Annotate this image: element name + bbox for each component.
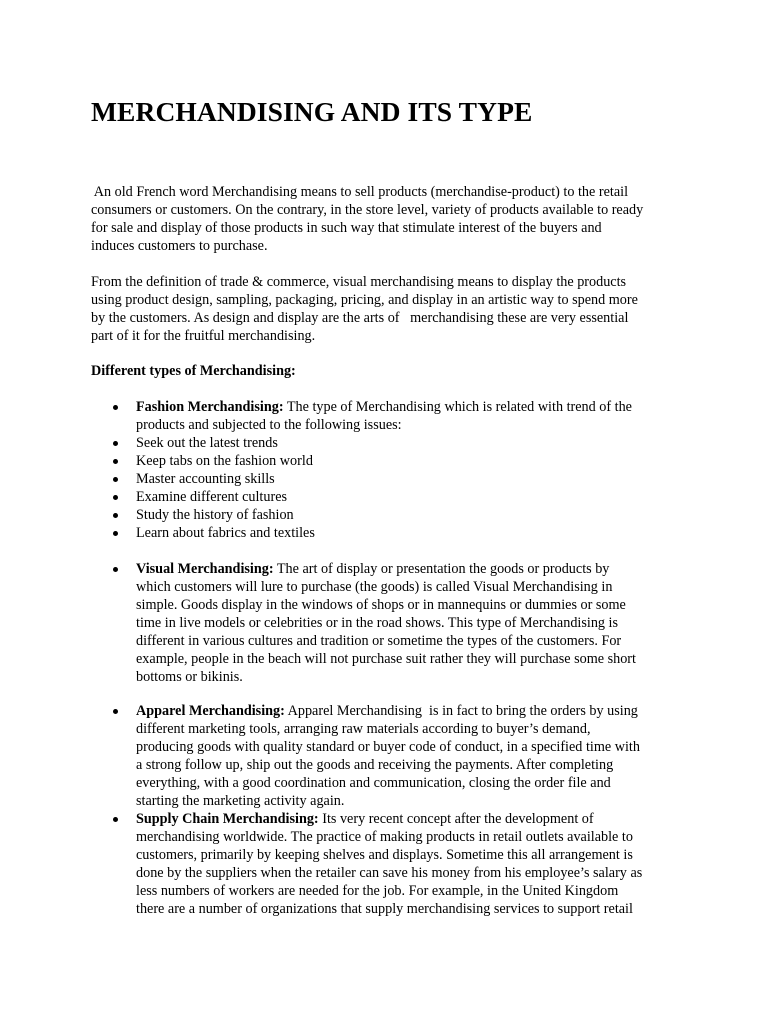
- bullet-icon: [113, 567, 118, 572]
- supply-text: merchandising worldwide. The practice of making products in retail outlets available to: [136, 829, 633, 845]
- visual-label: Visual Merchandising:: [136, 561, 274, 577]
- list-item: [0, 702, 700, 810]
- supply-text: there are a number of organizations that supply merchandising services to support retail: [136, 901, 633, 917]
- apparel-label: Apparel Merchandising:: [136, 703, 285, 719]
- apparel-text: Apparel Merchandising is in fact to bring the orders by using: [284, 703, 638, 719]
- definition-paragraph: [91, 273, 691, 345]
- bullet-icon: [113, 405, 118, 410]
- fashion-text: products and subjected to the following issues:: [136, 417, 402, 433]
- issue-text: Keep tabs on the fashion world: [136, 453, 313, 469]
- document-title: MERCHANDISING AND ITS TYPE: [91, 96, 533, 127]
- fashion-list: [0, 398, 700, 542]
- bullet-icon: [113, 495, 118, 500]
- apparel-supply-list: [0, 702, 700, 918]
- list-item: [0, 810, 700, 918]
- apparel-text: producing goods with quality standard or buyer code of conduct, in a specified time with: [136, 739, 640, 755]
- supply-text: done by the suppliers when the retailer can save his money from his employee’s salary as: [136, 865, 643, 881]
- bullet-icon: [113, 477, 118, 482]
- apparel-text: starting the marketing activity again.: [136, 793, 345, 809]
- list-item: [0, 560, 700, 686]
- visual-text: which customers will lure to purchase (the goods) is called Visual Merchandising in: [136, 579, 613, 595]
- bullet-icon: [113, 441, 118, 446]
- fashion-text: The type of Merchandising which is related with trend of the: [283, 399, 632, 415]
- types-heading: Different types of Merchandising:: [91, 363, 296, 379]
- fashion-label: Fashion Merchandising:: [136, 399, 284, 415]
- intro-line: induces customers to purchase.: [91, 238, 268, 254]
- list-item: [0, 434, 700, 452]
- bullet-icon: [113, 709, 118, 714]
- visual-text: The art of display or presentation the goods or products by: [273, 561, 610, 577]
- supply-text: customers, primarily by keeping shelves and displays. Sometime this all arrangement is: [136, 847, 633, 863]
- visual-text: different in various cultures and tradition or sometime the types of the customers. For: [136, 633, 622, 649]
- intro-line: An old French word Merchandising means to sell products (merchandise-product) to the retail: [91, 184, 629, 200]
- intro-line: consumers or customers. On the contrary, in the store level, variety of products available to ready: [91, 202, 644, 218]
- bullet-icon: [113, 817, 118, 822]
- list-item: [0, 488, 700, 506]
- apparel-text: everything, with a good coordination and communication, closing the order file and: [136, 775, 611, 791]
- definition-line: part of it for the fruitful merchandising.: [91, 328, 316, 344]
- definition-line: From the definition of trade & commerce, visual merchandising means to display the products: [91, 274, 627, 290]
- supply-text: less numbers of workers are needed for the job. For example, in the United Kingdom: [136, 883, 619, 899]
- supply-text: Its very recent concept after the development of: [318, 811, 594, 827]
- visual-text: bottoms or bikinis.: [136, 669, 243, 685]
- visual-text: time in live models or celebrities or in the road shows. This type of Merchandising is: [136, 615, 619, 631]
- list-item: [0, 470, 700, 488]
- apparel-text: different marketing tools, arranging raw materials according to buyer’s demand,: [136, 721, 591, 737]
- intro-paragraph: [91, 183, 691, 255]
- definition-line: by the customers. As design and display are the arts of merchandising these are very essential: [91, 310, 629, 326]
- definition-line: using product design, sampling, packaging, pricing, and display in an artistic way to spend more: [91, 292, 638, 308]
- bullet-icon: [113, 513, 118, 518]
- issue-text: Examine different cultures: [136, 489, 288, 505]
- issue-text: Seek out the latest trends: [136, 435, 278, 451]
- intro-line: for sale and display of those products in such way that stimulate interest of the buyers and: [91, 220, 602, 236]
- bullet-icon: [113, 531, 118, 536]
- issue-text: Study the history of fashion: [136, 507, 294, 523]
- list-item: [0, 398, 700, 434]
- bullet-icon: [113, 459, 118, 464]
- visual-list: [0, 560, 700, 686]
- list-item: [0, 506, 700, 524]
- list-item: [0, 452, 700, 470]
- issue-text: Learn about fabrics and textiles: [136, 525, 315, 541]
- visual-text: simple. Goods display in the windows of shops or in mannequins or dummies or some: [136, 597, 626, 613]
- issue-text: Master accounting skills: [136, 471, 275, 487]
- apparel-text: a strong follow up, ship out the goods and receiving the payments. After completing: [136, 757, 614, 773]
- list-item: [0, 524, 700, 542]
- supply-label: Supply Chain Merchandising:: [136, 811, 319, 827]
- visual-text: example, people in the beach will not purchase suit rather they will purchase some short: [136, 651, 636, 667]
